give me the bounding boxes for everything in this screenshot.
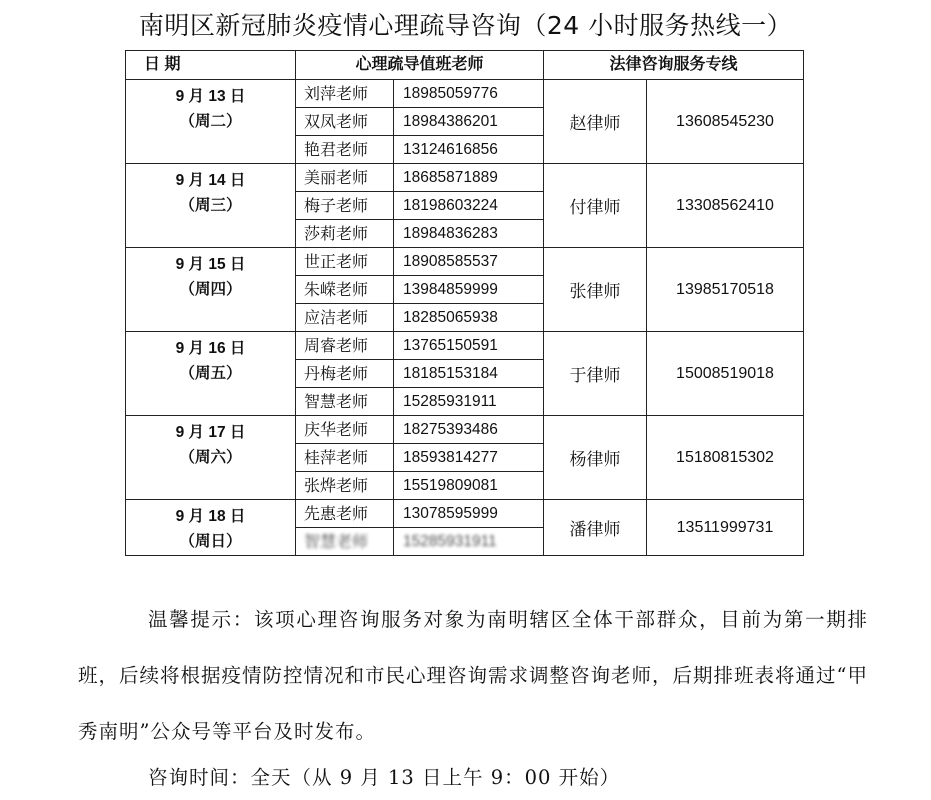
table-row [126, 416, 804, 444]
counselor-phone [394, 136, 544, 164]
document-title: 南明区新冠肺炎疫情心理疏导咨询（24 小时服务热线一） [138, 11, 793, 40]
counselor-name-text: 双凤老师 [304, 112, 369, 131]
consult-hours: 咨询时间：全天（从 9 月 13 日上午 9：00 开始） [148, 766, 621, 789]
date-cell [126, 248, 296, 332]
counselor-name [296, 332, 394, 360]
table-row [126, 500, 804, 528]
counselor-phone-text: 15519809081 [403, 477, 498, 494]
weekday-label: （周四） [179, 281, 242, 298]
counselor-phone [394, 388, 544, 416]
counselor-phone-text: 18685871889 [403, 169, 498, 186]
date-label: 9 月 17 日 [175, 424, 246, 441]
table-header-row [126, 51, 804, 80]
counselor-name-text: 周睿老师 [304, 336, 369, 355]
counselor-name-text: 庆华老师 [304, 420, 369, 439]
counselor-phone [394, 248, 544, 276]
date-cell [126, 332, 296, 416]
counselor-name [296, 276, 394, 304]
lawyer-name: 张律师 [544, 248, 647, 332]
notice-paragraph: 温馨提示：该项心理咨询服务对象为南明辖区全体干部群众，目前为第一期排班，后续将根据疫情防控情况和市民心理咨询需求调整咨询老师，后期排班表将通过“甲秀南明”公众号等平台及时发布。 [78, 608, 868, 743]
lawyer-phone: 13308562410 [647, 164, 804, 248]
date-label: 9 月 14 日 [175, 172, 246, 189]
counselor-name [296, 80, 394, 108]
date-label: 9 月 16 日 [175, 340, 246, 357]
date-cell [126, 80, 296, 164]
counselor-phone-text: 18984386201 [403, 113, 498, 130]
counselor-phone-text: 18908585537 [403, 253, 498, 270]
schedule-body [126, 80, 804, 556]
counselor-phone-text: 18285065938 [403, 309, 498, 326]
counselor-name-text: 世正老师 [304, 252, 369, 271]
counselor-phone-text: 18984836283 [403, 225, 498, 242]
counselor-phone-text: 18198603224 [403, 197, 498, 214]
counselor-phone-text: 18185153184 [403, 365, 498, 382]
counselor-name-text: 艳君老师 [304, 140, 369, 159]
counselor-phone [394, 444, 544, 472]
schedule-table [125, 50, 804, 556]
counselor-phone [394, 360, 544, 388]
counselor-name-text: 智慧老师 [304, 392, 369, 411]
counselor-phone [394, 80, 544, 108]
lawyer-phone: 13608545230 [647, 80, 804, 164]
counselor-phone [394, 108, 544, 136]
date-label: 9 月 15 日 [175, 256, 246, 273]
counselor-phone [394, 220, 544, 248]
counselor-name-text: 莎莉老师 [304, 224, 369, 243]
header-counselor: 心理疏导值班老师 [296, 51, 544, 80]
lawyer-name: 潘律师 [544, 500, 647, 556]
counselor-phone-text: 18985059776 [403, 85, 498, 102]
counselor-name [296, 528, 394, 556]
counselor-phone [394, 276, 544, 304]
lawyer-name: 于律师 [544, 332, 647, 416]
weekday-label: （周三） [179, 197, 242, 214]
counselor-name [296, 416, 394, 444]
counselor-phone-text: 15285931911 [403, 393, 497, 410]
counselor-name-text: 刘萍老师 [304, 84, 369, 103]
counselor-name [296, 472, 394, 500]
counselor-phone-text: 13078595999 [403, 505, 498, 522]
counselor-name [296, 444, 394, 472]
counselor-phone [394, 192, 544, 220]
weekday-label: （周二） [179, 113, 242, 130]
counselor-name-text: 张烨老师 [304, 476, 369, 495]
weekday-label: （周日） [179, 533, 242, 550]
lawyer-phone: 13985170518 [647, 248, 804, 332]
counselor-phone-text: 15285931911 [403, 533, 497, 550]
counselor-name-text: 梅子老师 [304, 196, 369, 215]
counselor-name-text: 桂萍老师 [304, 448, 369, 467]
counselor-name [296, 192, 394, 220]
counselor-name [296, 108, 394, 136]
weekday-label: （周六） [179, 449, 242, 466]
counselor-phone-text: 13765150591 [403, 337, 498, 354]
counselor-name [296, 360, 394, 388]
counselor-name [296, 136, 394, 164]
lawyer-name: 赵律师 [544, 80, 647, 164]
counselor-name-text: 应洁老师 [304, 308, 369, 327]
counselor-phone-text: 13984859999 [403, 281, 498, 298]
counselor-name-text: 朱嵘老师 [304, 280, 369, 299]
counselor-name [296, 500, 394, 528]
lawyer-name: 付律师 [544, 164, 647, 248]
counselor-name [296, 248, 394, 276]
counselor-phone [394, 500, 544, 528]
lawyer-name: 杨律师 [544, 416, 647, 500]
date-cell [126, 416, 296, 500]
table-row [126, 332, 804, 360]
counselor-phone-text: 13124616856 [403, 141, 498, 158]
counselor-name-text: 丹梅老师 [304, 364, 369, 383]
header-date: 日 期 [126, 51, 296, 80]
header-legal: 法律咨询服务专线 [544, 51, 804, 80]
date-label: 9 月 18 日 [175, 508, 246, 525]
counselor-name-text: 先惠老师 [304, 504, 369, 523]
counselor-name [296, 304, 394, 332]
weekday-label: （周五） [179, 365, 242, 382]
date-label: 9 月 13 日 [175, 88, 246, 105]
date-cell [126, 500, 296, 556]
table-row [126, 248, 804, 276]
counselor-name [296, 164, 394, 192]
counselor-name [296, 220, 394, 248]
counselor-phone-text: 18275393486 [403, 421, 498, 438]
counselor-phone [394, 472, 544, 500]
counselor-phone [394, 164, 544, 192]
table-row [126, 164, 804, 192]
counselor-phone [394, 332, 544, 360]
counselor-phone-text: 18593814277 [403, 449, 498, 466]
lawyer-phone: 13511999731 [647, 500, 804, 556]
counselor-name-text: 智慧老师 [304, 532, 369, 551]
counselor-name-text: 美丽老师 [304, 168, 369, 187]
date-cell [126, 164, 296, 248]
counselor-phone [394, 528, 544, 556]
counselor-phone [394, 304, 544, 332]
lawyer-phone: 15180815302 [647, 416, 804, 500]
counselor-phone [394, 416, 544, 444]
table-row [126, 80, 804, 108]
lawyer-phone: 15008519018 [647, 332, 804, 416]
counselor-name [296, 388, 394, 416]
